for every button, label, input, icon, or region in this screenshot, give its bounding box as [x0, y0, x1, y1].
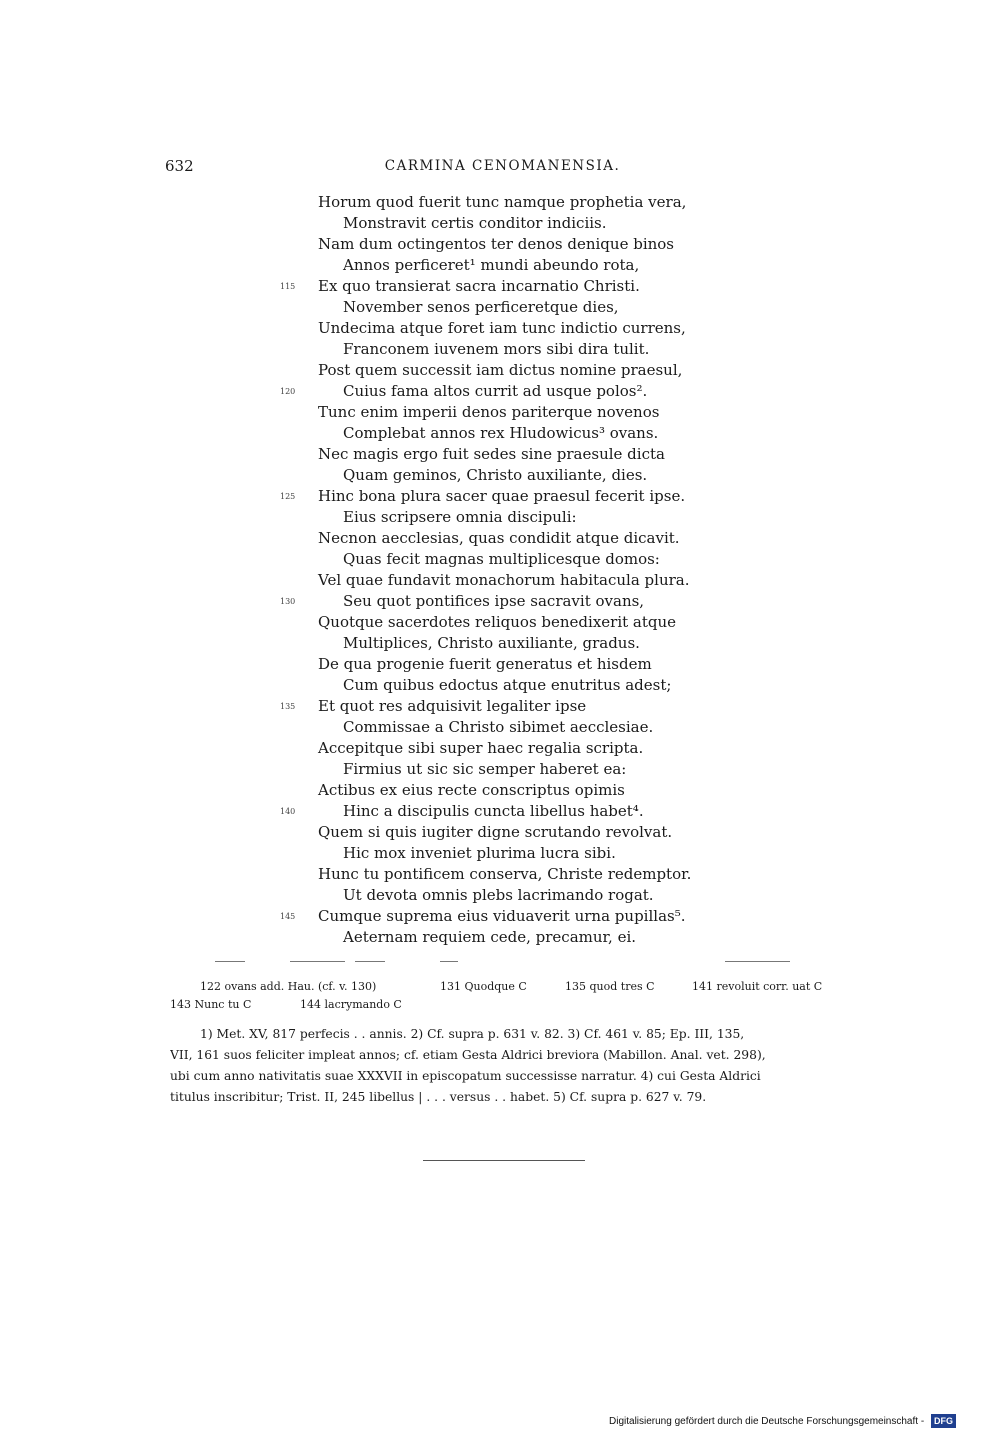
- verse-line: [280, 885, 840, 906]
- verse-line: [280, 843, 840, 864]
- verse-line: [280, 360, 840, 381]
- verse-text: Quas fecit magnas multiplicesque domos:: [343, 550, 660, 568]
- page-number: 632: [165, 157, 194, 175]
- verse-line: [280, 318, 840, 339]
- verse-text: Vel quae fundavit monachorum habitacula plura.: [318, 571, 690, 589]
- verse-line: [280, 234, 840, 255]
- verse-line: [280, 528, 840, 549]
- verse-line: [280, 633, 840, 654]
- apparatus-entry: 131 Quodque C: [440, 980, 527, 993]
- verse-line: [280, 717, 840, 738]
- verse-line: [280, 906, 840, 927]
- verse-line: [280, 927, 840, 948]
- apparatus-entry: 122 ovans add. Hau. (cf. v. 130): [200, 980, 377, 993]
- end-rule: [423, 1160, 585, 1161]
- verse-text: Quotque sacerdotes reliquos benedixerit atque: [318, 613, 677, 631]
- verse-text: Nam dum octingentos ter denos denique binos: [318, 235, 675, 253]
- footnote-line: ubi cum anno nativitatis suae XXXVII in episcopatum successisse narratur. 4) cui Gesta Aldrici: [170, 1069, 761, 1083]
- verse-text: Monstravit certis conditor indiciis.: [343, 214, 607, 232]
- verse-text: Seu quot pontifices ipse sacravit ovans,: [343, 592, 645, 610]
- verse-text: Ex quo transierat sacra incarnatio Christi.: [318, 277, 640, 295]
- verse-line: [280, 654, 840, 675]
- footnote-line: 1) Met. XV, 817 perfecis . . annis. 2) Cf. supra p. 631 v. 82. 3) Cf. 461 v. 85; Ep. III, 135,: [200, 1027, 745, 1041]
- verse-text: Multiplices, Christo auxiliante, gradus.: [343, 634, 640, 652]
- line-number: 140: [280, 807, 296, 816]
- verse-text: Complebat annos rex Hludowicus³ ovans.: [343, 424, 659, 442]
- verse-text: Hinc bona plura sacer quae praesul fecerit ipse.: [318, 487, 686, 505]
- verse-line: [280, 255, 840, 276]
- verse-line: [280, 801, 840, 822]
- verse-text: November senos perficeretque dies,: [343, 298, 619, 316]
- verse-text: Nec magis ergo fuit sedes sine praesule dicta: [318, 445, 665, 463]
- verse-text: Cumque suprema eius viduaverit urna pupillas⁵.: [318, 907, 686, 925]
- apparatus-entry: 144 lacrymando C: [300, 998, 402, 1011]
- verse-text: Cum quibus edoctus atque enutritus adest;: [343, 676, 672, 694]
- footnote-line: VII, 161 suos feliciter impleat annos; cf. etiam Gesta Aldrici breviora (Mabillon. Anal. vet. 298),: [170, 1048, 766, 1062]
- verse-line: [280, 738, 840, 759]
- separator-rule: [215, 961, 790, 963]
- verse-line: [280, 402, 840, 423]
- verse-line: [280, 822, 840, 843]
- verse-text: Quem si quis iugiter digne scrutando revolvat.: [318, 823, 673, 841]
- line-number: 145: [280, 912, 296, 921]
- verse-text: Quam geminos, Christo auxiliante, dies.: [343, 466, 648, 484]
- verse-text: Firmius ut sic sic semper haberet ea:: [343, 760, 627, 778]
- verse-text: Post quem successit iam dictus nomine praesul,: [318, 361, 683, 379]
- verse-text: Et quot res adquisivit legaliter ipse: [318, 697, 587, 715]
- verse-text: Annos perficeret¹ mundi abeundo rota,: [343, 256, 640, 274]
- verse-text: Tunc enim imperii denos pariterque novenos: [318, 403, 660, 421]
- line-number: 120: [280, 387, 296, 396]
- apparatus-row: [170, 978, 840, 996]
- verse-line: [280, 381, 840, 402]
- apparatus-row: [170, 996, 840, 1014]
- footnotes: [170, 1024, 840, 1108]
- verse-line: [280, 486, 840, 507]
- line-number: 135: [280, 702, 296, 711]
- verse-text: Undecima atque foret iam tunc indictio currens,: [318, 319, 686, 337]
- verse-text: De qua progenie fuerit generatus et hisdem: [318, 655, 652, 673]
- running-title: CARMINA CENOMANENSIA.: [384, 158, 621, 174]
- dfg-logo: DFG: [931, 1414, 956, 1428]
- footnote-line: titulus inscribitur; Trist. II, 245 libellus | . . . versus . . habet. 5) Cf. supra p. 627 v. 79.: [170, 1090, 707, 1104]
- line-number: 125: [280, 492, 296, 501]
- verse-text: Accepitque sibi super haec regalia scripta.: [318, 739, 644, 757]
- digitization-credit: [609, 1414, 956, 1430]
- apparatus-entry: 135 quod tres C: [565, 980, 655, 993]
- line-number: 130: [280, 597, 296, 606]
- page-header: [165, 157, 840, 179]
- verse-text: Actibus ex eius recte conscriptus opimis: [318, 781, 625, 799]
- verse-text: Hinc a discipulis cuncta libellus habet⁴.: [343, 802, 644, 820]
- verse-text: Necnon aecclesias, quas condidit atque dicavit.: [318, 529, 680, 547]
- apparatus-entry: 141 revoluit corr. uat C: [692, 980, 823, 993]
- verse-line: [280, 591, 840, 612]
- verse-line: [280, 423, 840, 444]
- critical-apparatus: [170, 978, 840, 1014]
- verse-line: [280, 297, 840, 318]
- credit-text: Digitalisierung gefördert durch die Deutsche Forschungsgemeinschaft -: [609, 1416, 925, 1427]
- verse-line: [280, 465, 840, 486]
- verse-line: [280, 192, 840, 213]
- verse-line: [280, 864, 840, 885]
- line-number: 115: [280, 282, 296, 291]
- verse-text: Cuius fama altos currit ad usque polos².: [343, 382, 648, 400]
- verse-line: [280, 570, 840, 591]
- verse-line: [280, 780, 840, 801]
- apparatus-entry: 143 Nunc tu C: [170, 998, 252, 1011]
- verse-line: [280, 213, 840, 234]
- verse-text: Commissae a Christo sibimet aecclesiae.: [343, 718, 654, 736]
- verse-line: [280, 549, 840, 570]
- verse-line: [280, 507, 840, 528]
- verse-line: [280, 276, 840, 297]
- verse-line: [280, 675, 840, 696]
- verse-line: [280, 612, 840, 633]
- verse-text: Horum quod fuerit tunc namque prophetia vera,: [318, 193, 687, 211]
- verse-line: [280, 444, 840, 465]
- poem-body: [280, 192, 840, 948]
- verse-line: [280, 339, 840, 360]
- verse-line: [280, 759, 840, 780]
- verse-text: Eius scripsere omnia discipuli:: [343, 508, 577, 526]
- verse-text: Hunc tu pontificem conserva, Christe redemptor.: [318, 865, 692, 883]
- verse-text: Ut devota omnis plebs lacrimando rogat.: [343, 886, 654, 904]
- verse-line: [280, 696, 840, 717]
- verse-text: Hic mox inveniet plurima lucra sibi.: [343, 844, 616, 862]
- verse-text: Aeternam requiem cede, precamur, ei.: [343, 928, 637, 946]
- verse-text: Franconem iuvenem mors sibi dira tulit.: [343, 340, 650, 358]
